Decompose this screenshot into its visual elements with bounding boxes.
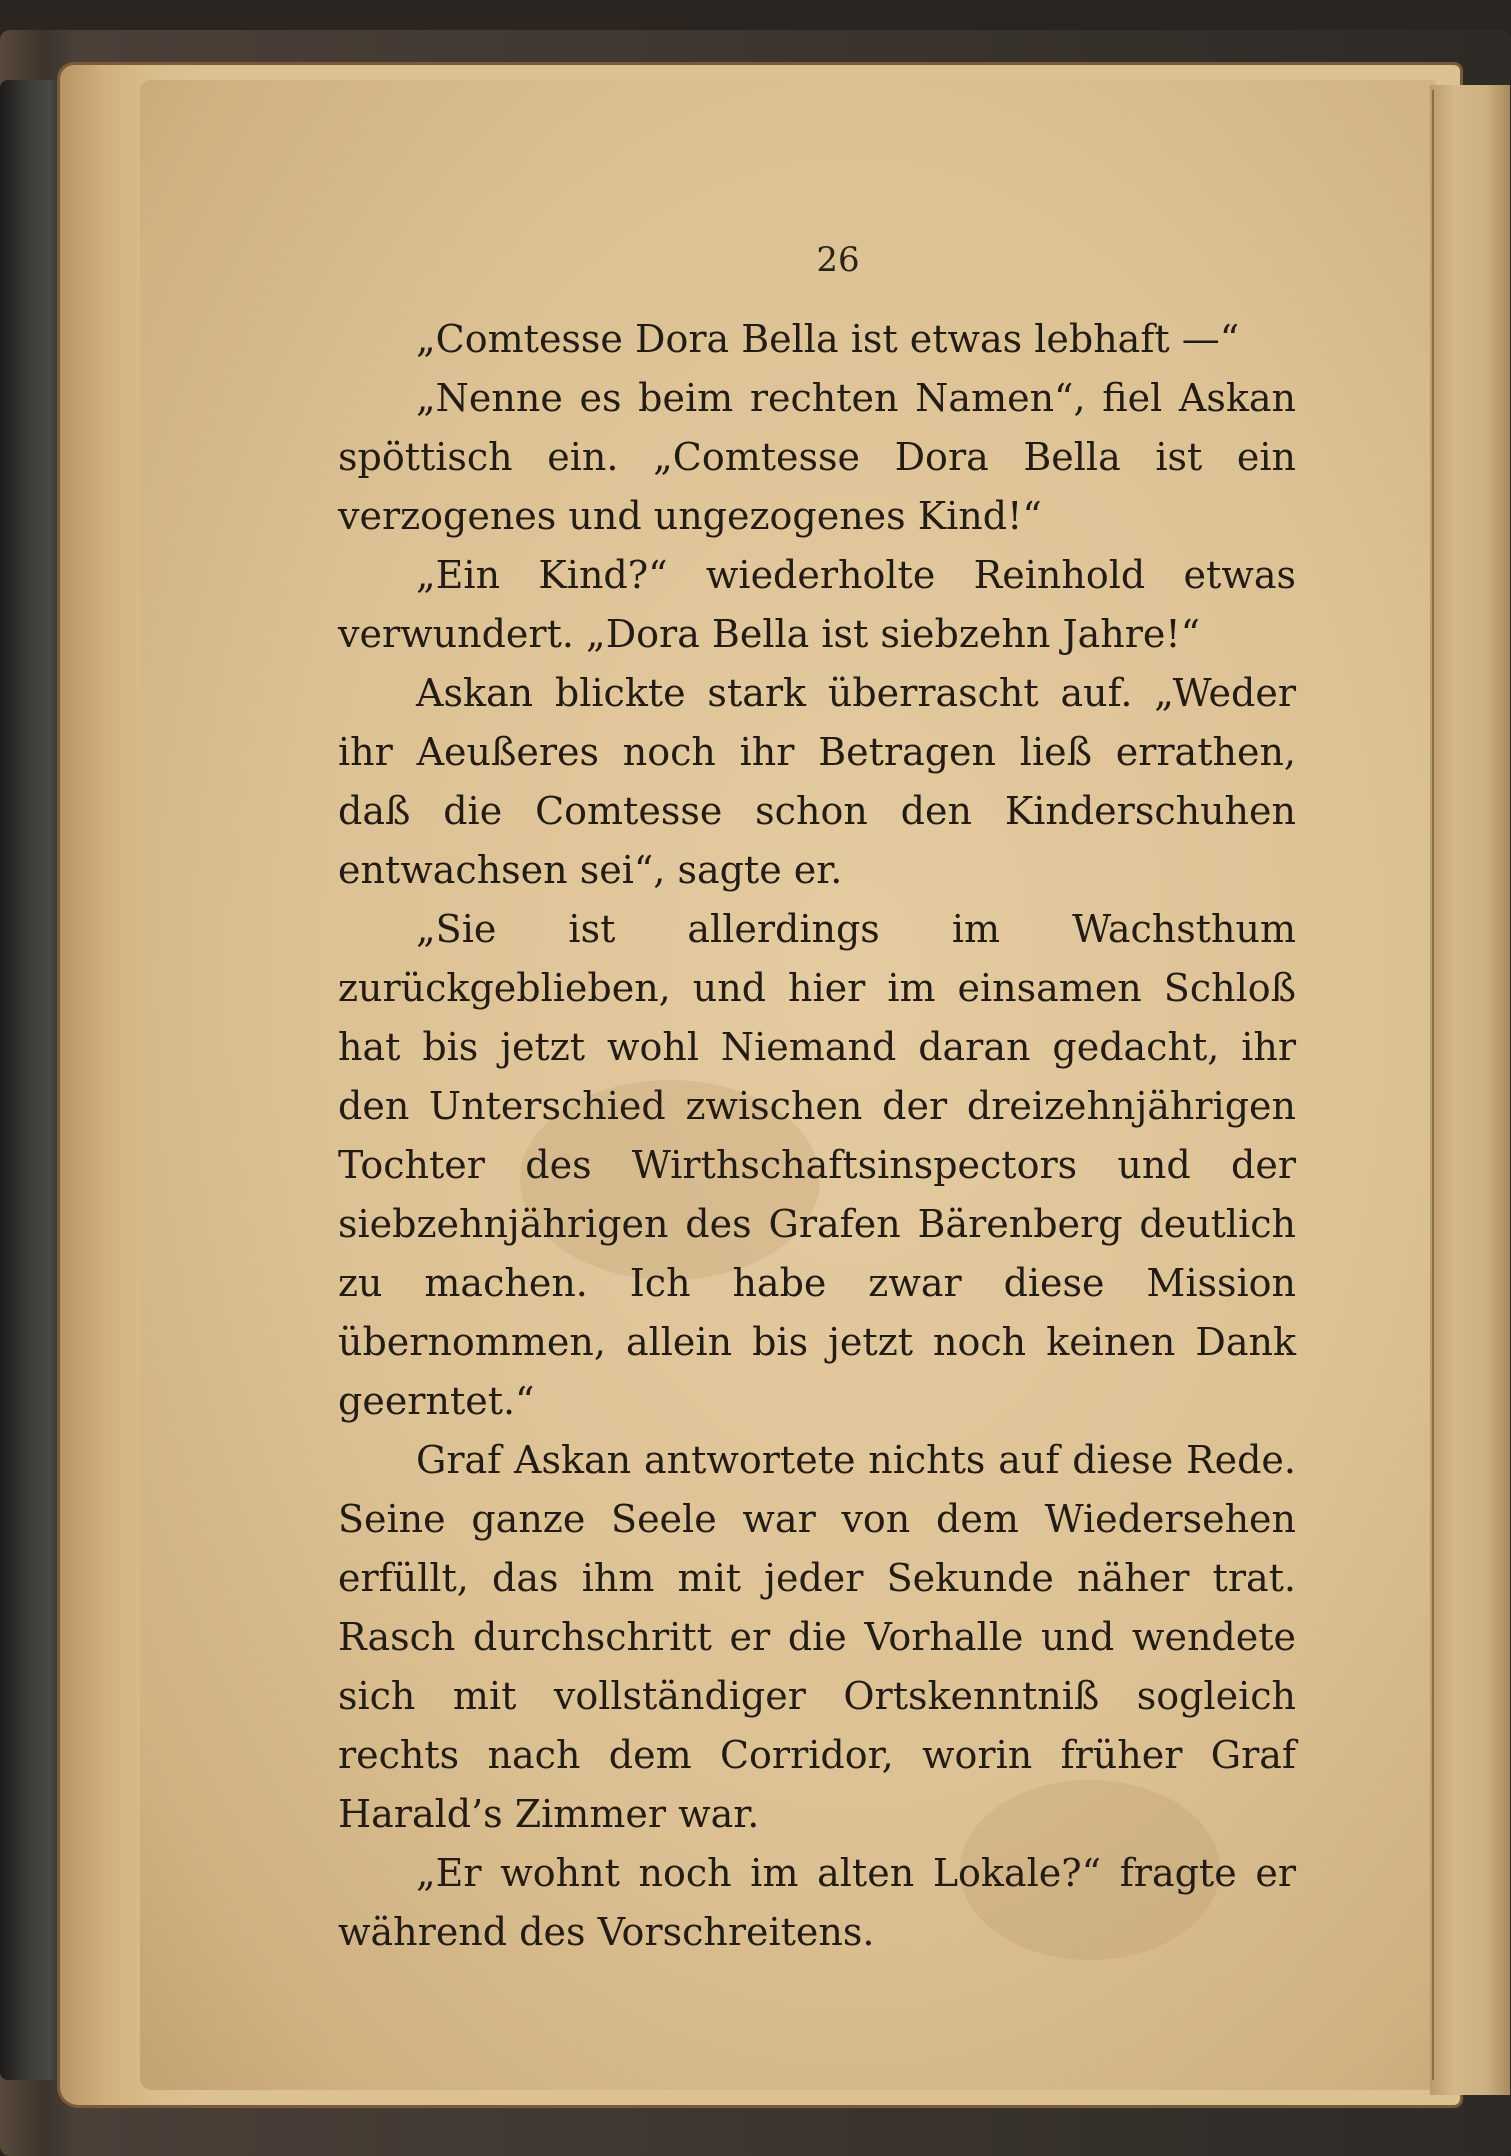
- paragraph: „Nenne es beim rechten Namen“, fiel Askan spöttisch ein. „Comtesse Dora Bella ist ein verzogenes und ungezogenes Kind!“: [338, 376, 1296, 538]
- paragraph: „Sie ist allerdings im Wachsthum zurückgeblieben, und hier im einsamen Schloß hat bis jetzt wohl Niemand daran gedacht, ihr den Unterschied zwischen der dreizehnjährigen Tochter des Wirthschaftsinspectors und der siebzehnjährigen des Grafen Bärenberg deutlich zu machen. Ich habe zwar diese Mission übernommen, allein bis jetzt noch keinen Dank geerntet.“: [338, 907, 1296, 1423]
- paragraph: „Comtesse Dora Bella ist etwas lebhaft —“: [416, 317, 1240, 361]
- gutter-line: [1432, 90, 1434, 2080]
- paragraph: „Ein Kind?“ wiederholte Reinhold etwas verwundert. „Dora Bella ist siebzehn Jahre!“: [338, 553, 1296, 656]
- paragraph: Graf Askan antwortete nichts auf diese Rede. Seine ganze Seele war von dem Wiedersehen erfüllt, das ihm mit jeder Sekunde näher trat. Rasch durchschritt er die Vorhalle und wendete sich mit vollständiger Ortskenntniß sogleich rechts nach dem Corridor, worin früher Graf Harald’s Zimmer war.: [338, 1438, 1296, 1836]
- facing-page-edge: [1430, 85, 1510, 2095]
- body-text: [338, 310, 1296, 1962]
- paragraph: „Er wohnt noch im alten Lokale?“ fragte er während des Vorschreitens.: [338, 1851, 1296, 1954]
- page-number: 26: [816, 240, 860, 280]
- paragraph: Askan blickte stark überrascht auf. „Weder ihr Aeußeres noch ihr Betragen ließ errathen, daß die Comtesse schon den Kinderschuhen entwachsen sei“, sagte er.: [338, 671, 1296, 892]
